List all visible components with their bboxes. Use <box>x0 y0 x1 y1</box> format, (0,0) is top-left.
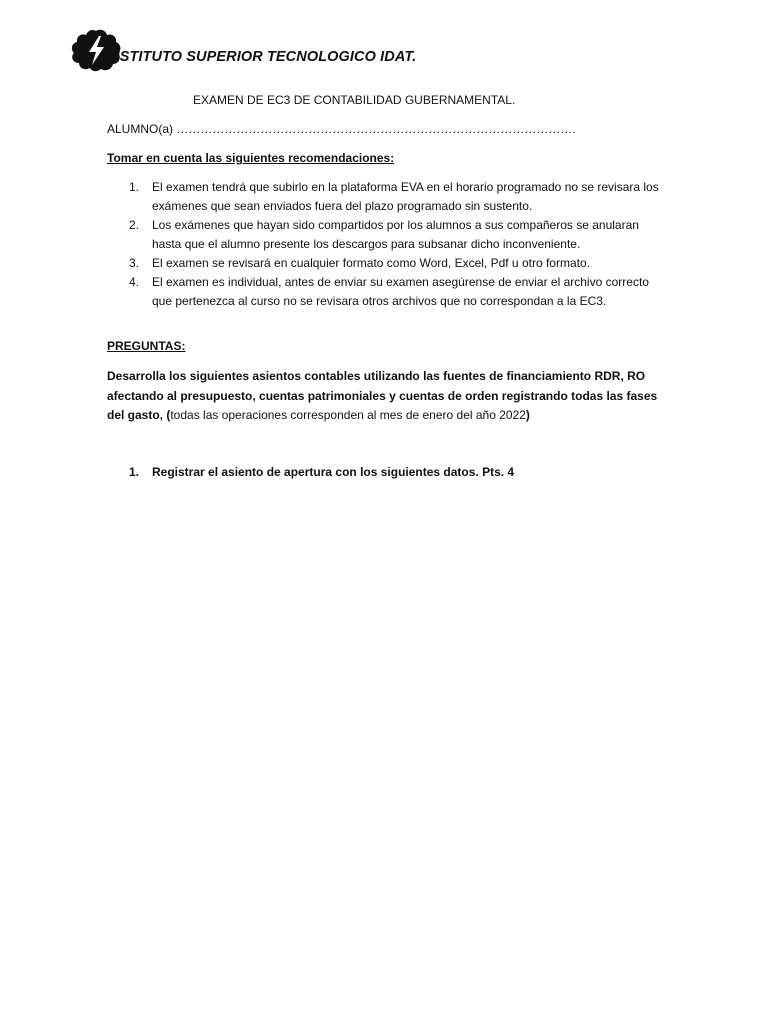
questions-intro <box>107 367 662 426</box>
intro-note-text: todas las operaciones corresponden al mes de enero del año 2022 <box>170 408 526 422</box>
question-number: 1. <box>129 465 140 479</box>
question-item <box>129 465 514 479</box>
recommendation-text: El examen es individual, antes de enviar su examen asegúrense de enviar el archivo correcto que pertenezca al curso no se revisara otros archivos que no correspondan a la EC3. <box>152 275 649 308</box>
student-name-line: ALUMNO(a) ………………………………………………………………………………………. <box>107 122 576 136</box>
questions-heading: PREGUNTAS: <box>107 339 186 353</box>
recommendation-item <box>107 273 667 311</box>
recommendation-number: 2. <box>129 218 140 232</box>
recommendation-item <box>107 216 667 254</box>
intro-close-paren: ) <box>525 408 530 422</box>
recommendation-item <box>107 178 667 216</box>
intro-bold-text: Desarrolla los siguientes asientos contables utilizando las fuentes de financiamiento RDR, RO afectando al presupuesto, cuentas patrimoniales y cuentas de orden registrando todas las fases del gasto, ( <box>107 369 658 422</box>
recommendation-text: El examen tendrá que subirlo en la plataforma EVA en el horario programado no se revisara los exámenes que sean enviados fuera del plazo programado sin sustento. <box>152 180 659 213</box>
recommendations-list <box>107 178 667 311</box>
recommendation-text: El examen se revisará en cualquier formato como Word, Excel, Pdf u otro formato. <box>152 256 590 270</box>
recommendation-item <box>107 254 667 273</box>
recommendation-number: 1. <box>129 180 140 194</box>
recommendations-heading: Tomar en cuenta las siguientes recomendaciones: <box>107 151 395 165</box>
institute-name: INSTITUTO SUPERIOR TECNOLOGICO IDAT. <box>105 49 417 65</box>
recommendation-text: Los exámenes que hayan sido compartidos por los alumnos a sus compañeros se anularan hasta que el alumno presente los descargos para subsanar dicho inconveniente. <box>152 218 639 251</box>
recommendation-number: 4. <box>129 275 140 289</box>
recommendation-number: 3. <box>129 256 140 270</box>
exam-title: EXAMEN DE EC3 DE CONTABILIDAD GUBERNAMENTAL. <box>193 93 516 107</box>
question-text: Registrar el asiento de apertura con los siguientes datos. Pts. 4 <box>152 465 515 479</box>
